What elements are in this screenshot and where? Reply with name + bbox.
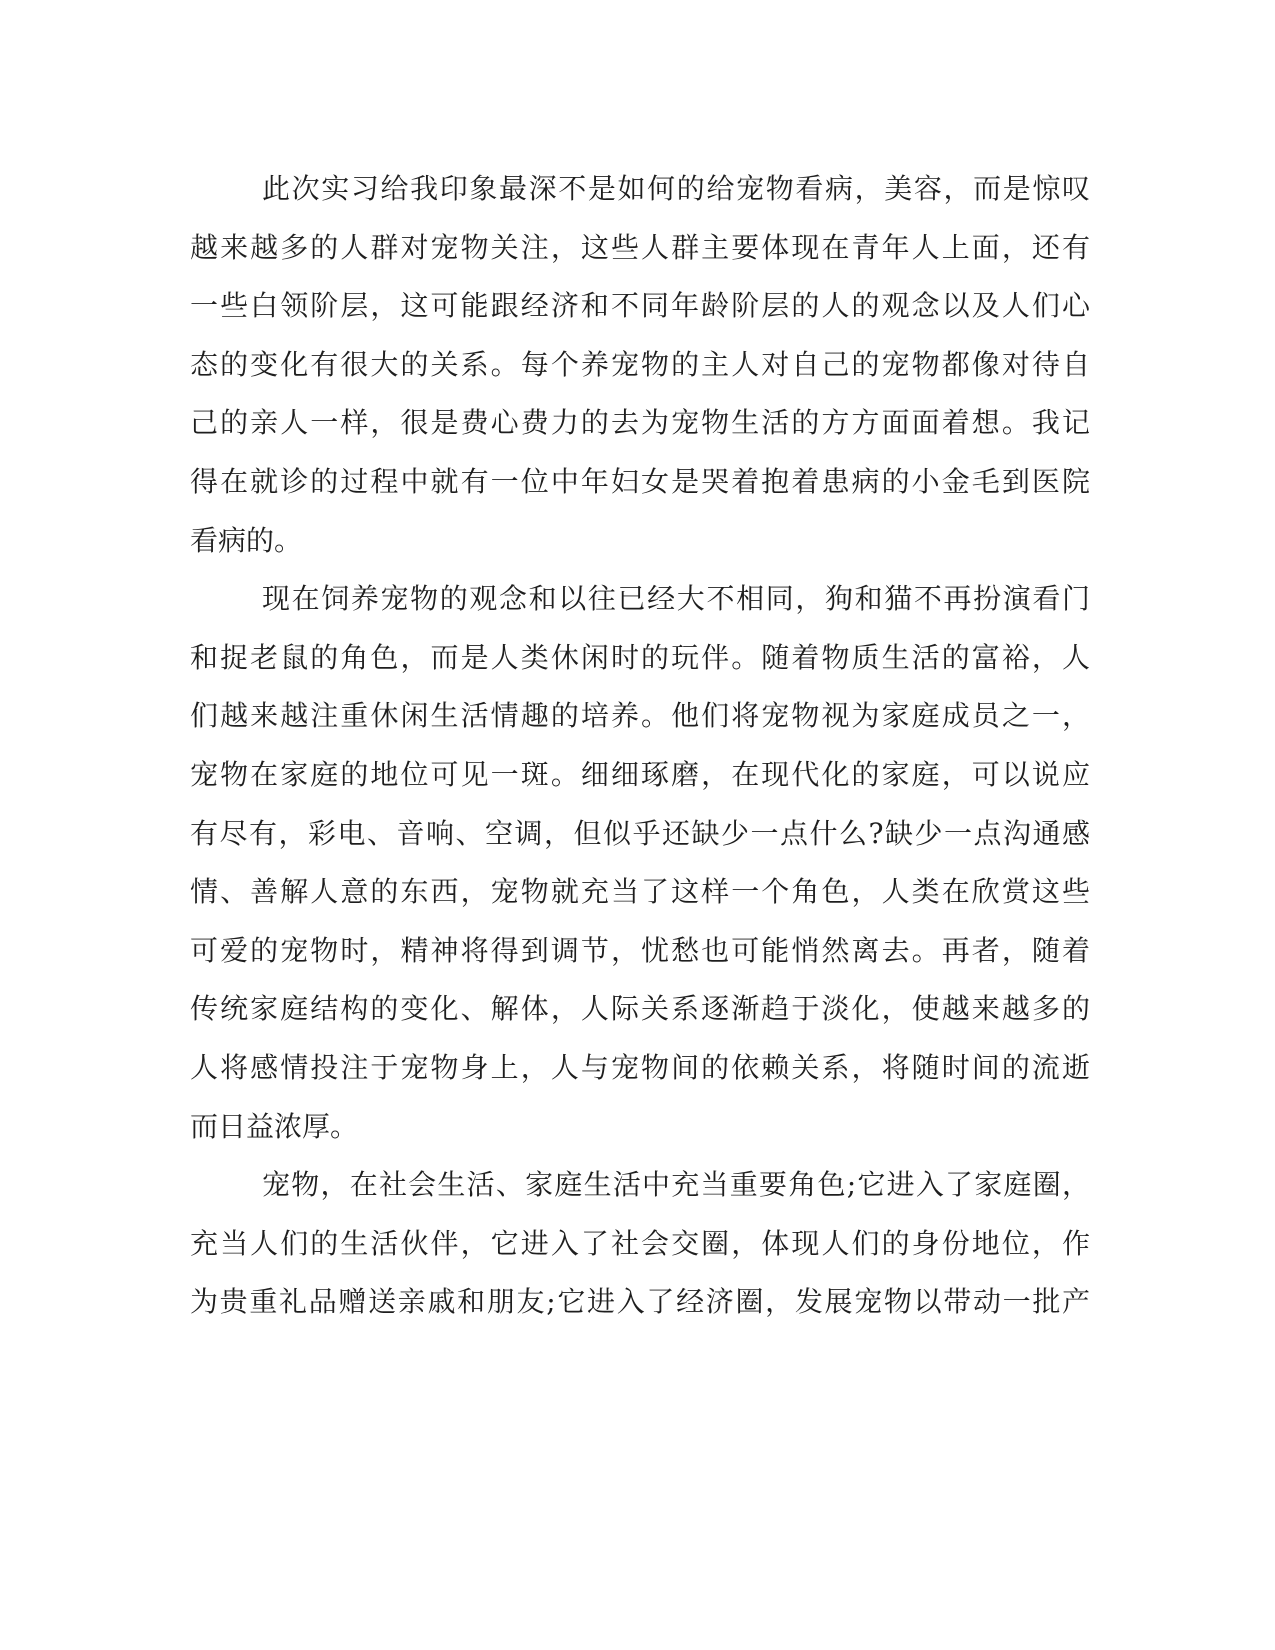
text-line: 情、善解人意的东西，宠物就充当了这样一个角色，人类在欣赏这些 — [190, 875, 1090, 909]
text-line: 看病的。 — [190, 523, 303, 557]
text-line: 宠物，在社会生活、家庭生活中充当重要角色;它进入了家庭圈， — [262, 1168, 1090, 1202]
paragraph-3 — [190, 1156, 1090, 1332]
text-line: 现在饲养宠物的观念和以往已经大不相同，狗和猫不再扮演看门 — [262, 582, 1090, 616]
text-line: 有尽有，彩电、音响、空调，但似乎还缺少一点什么?缺少一点沟通感 — [190, 816, 1090, 850]
text-line: 态的变化有很大的关系。每个养宠物的主人对自己的宠物都像对待自 — [190, 347, 1090, 381]
document-body — [190, 160, 1090, 1332]
text-line: 己的亲人一样，很是费心费力的去为宠物生活的方方面面着想。我记 — [190, 406, 1090, 440]
text-line: 和捉老鼠的角色，而是人类休闲时的玩伴。随着物质生活的富裕，人 — [190, 640, 1090, 674]
text-line: 为贵重礼品赠送亲戚和朋友;它进入了经济圈，发展宠物以带动一批产 — [190, 1285, 1090, 1319]
text-line: 充当人们的生活伙伴，它进入了社会交圈，体现人们的身份地位，作 — [190, 1226, 1090, 1260]
text-line: 宠物在家庭的地位可见一斑。细细琢磨，在现代化的家庭，可以说应 — [190, 757, 1090, 791]
paragraph-1 — [190, 160, 1090, 570]
text-line: 可爱的宠物时，精神将得到调节，忧愁也可能悄然离去。再者，随着 — [190, 933, 1090, 967]
text-line: 得在就诊的过程中就有一位中年妇女是哭着抱着患病的小金毛到医院 — [190, 464, 1090, 498]
text-line: 此次实习给我印象最深不是如何的给宠物看病，美容，而是惊叹 — [262, 172, 1090, 205]
text-line: 越来越多的人群对宠物关注，这些人群主要体现在青年人上面，还有 — [190, 230, 1090, 264]
text-line: 人将感情投注于宠物身上，人与宠物间的依赖关系，将随时间的流逝 — [190, 1050, 1090, 1084]
paragraph-2 — [190, 570, 1090, 1156]
text-line: 传统家庭结构的变化、解体，人际关系逐渐趋于淡化，使越来越多的 — [190, 992, 1090, 1026]
text-line: 而日益浓厚。 — [190, 1109, 359, 1143]
text-line: 们越来越注重休闲生活情趣的培养。他们将宠物视为家庭成员之一， — [190, 699, 1090, 733]
text-line: 一些白领阶层，这可能跟经济和不同年龄阶层的人的观念以及人们心 — [190, 289, 1090, 323]
